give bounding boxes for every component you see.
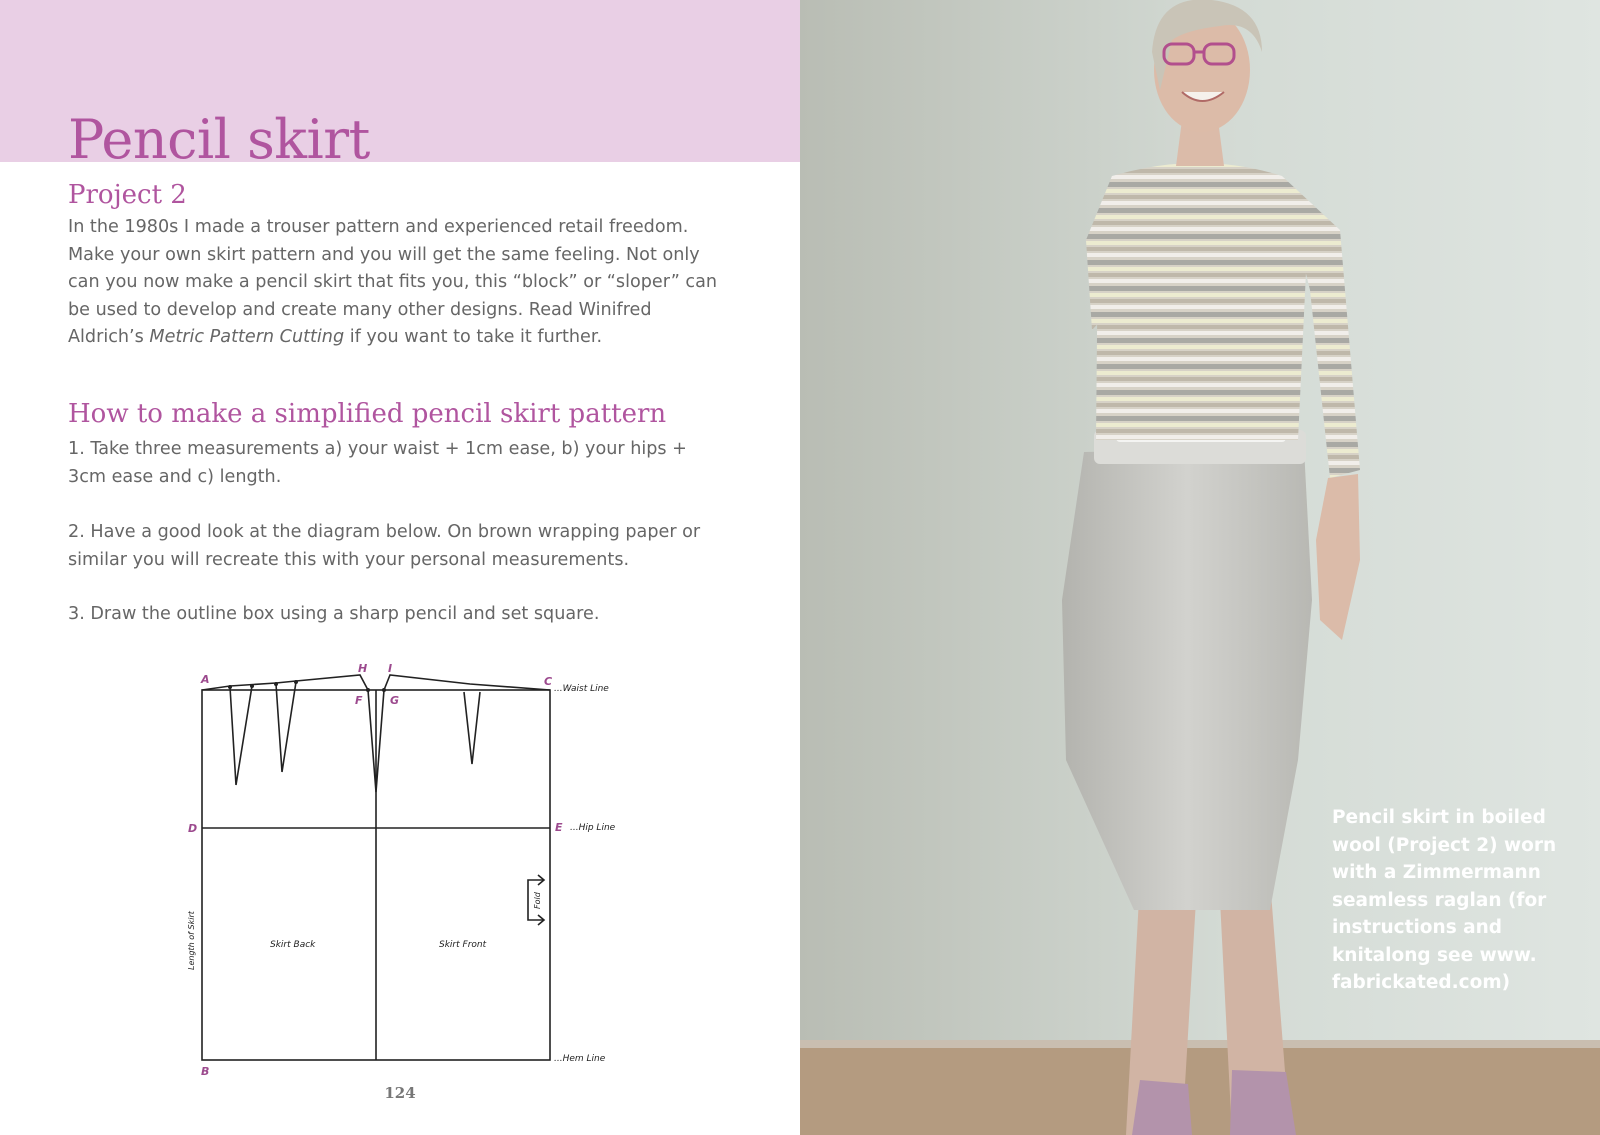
step-1: 1. Take three measurements a) your waist + 1cm ease, b) your hips + 3cm ease and c) length. [68,439,687,487]
fold-arrow-top [538,875,544,885]
right-shoe [1230,1070,1296,1135]
fold-label: Fold [533,892,542,909]
label-i: I [388,662,393,675]
intro-text-after: if you want to take it further. [344,327,603,347]
waist-line-label: ...Waist Line [554,684,609,694]
waist-point-2 [250,684,254,688]
label-g: G [390,694,400,707]
back-dart-1 [230,686,252,785]
skirting-board [800,1040,1600,1048]
label-h: H [358,662,368,675]
fold-marker [528,880,544,920]
book-title: Metric Pattern Cutting [149,327,345,347]
section-heading: How to make a simplified pencil skirt pattern [68,399,667,429]
label-a: A [201,673,210,686]
intro-paragraph [68,214,728,352]
intro-text-before: In the 1980s I made a trouser pattern and experienced retail freedom. Make your own skirt pattern and you will get the same feeling. Not only can you now make a pencil skirt that fits you, this “block” or “sloper” can be used to develop and create many other designs. Read Winifred Aldrich’s [68,217,718,347]
hip-line-label: ...Hip Line [570,823,616,833]
fold-arrow-bottom [538,915,544,925]
page-subtitle: Project 2 [68,180,187,210]
floor [800,1046,1600,1135]
step-3: 3. Draw the outline box using a sharp pencil and set square. [68,604,600,624]
label-d: D [188,822,198,835]
label-c: C [544,675,553,688]
waist-point-1 [228,685,232,689]
back-dart-2 [276,682,296,772]
label-e: E [555,821,563,834]
pattern-outline-box [202,690,550,1060]
length-of-skirt-label: Length of Skirt [187,911,196,970]
photo-caption: Pencil skirt in boiled wool (Project 2) worn with a Zimmermann seamless raglan (for instructions and knitalong see www. fabrickated.com) [1332,807,1557,993]
front-dart [464,692,480,764]
label-f: F [355,694,363,707]
skirt-back-label: Skirt Back [270,940,316,950]
step-2: 2. Have a good look at the diagram below. On brown wrapping paper or similar you will recreate this with your personal measurements. [68,522,701,570]
skirt-front-label: Skirt Front [439,940,487,950]
page-number: 124 [384,1084,416,1102]
waist-point-4 [294,680,298,684]
waist-curve-back [202,675,368,690]
waist-curve-front [384,675,553,690]
waist-point-3 [274,682,278,686]
left-shoe [1132,1080,1192,1135]
label-b: B [201,1065,210,1078]
side-shaping [368,690,384,792]
page-title: Pencil skirt [68,108,370,171]
hem-line-label: ...Hem Line [554,1054,606,1064]
waist-point-6 [382,688,386,692]
sweater [1096,163,1308,440]
waist-point-5 [366,688,370,692]
